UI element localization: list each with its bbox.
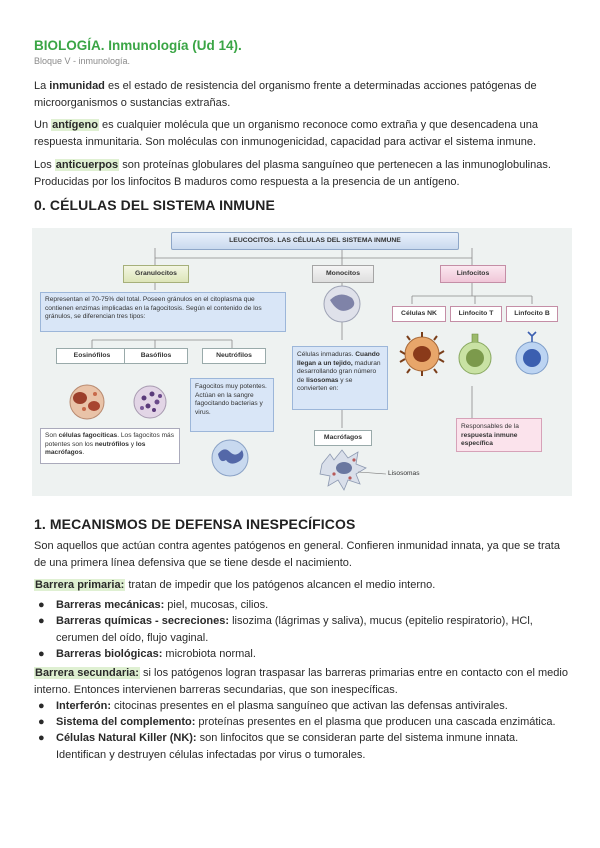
neutrofilos-box: Neutrófilos bbox=[202, 348, 266, 364]
paragraph-antigeno: Un antígeno es cualquier molécula que un organismo reconoce como extraña y que desencadena una respuesta inmunitaria. Son moléculas con inmunogenicidad, capacidad para activar el sistema inmune. bbox=[34, 119, 539, 148]
fagocitos-description: Son células fagocíticas. Los fagocitos más potentes son los neutrófilos y los macrófagos. bbox=[40, 428, 180, 464]
list-item: ● Interferón: citocinas presentes en el plasma sanguíneo que activan las defensas antivirales. bbox=[56, 698, 561, 715]
granulocitos-box: Granulocitos bbox=[123, 265, 189, 283]
section-heading-1: 1. MECANISMOS DE DEFENSA INESPECÍFICOS bbox=[34, 516, 356, 532]
respuesta-especifica-description: Responsables de la respuesta inmune específica bbox=[456, 418, 542, 452]
linfocito-t-cell-icon bbox=[459, 334, 491, 374]
monocitos-box: Monocitos bbox=[312, 265, 374, 283]
macrofagos-box: Macrófagos bbox=[314, 430, 372, 446]
paragraph-inmunidad: La inmunidad es el estado de resistencia del organismo frente a determinadas acciones patógenas de microorganismos o sustancias extrañas. bbox=[34, 80, 537, 109]
list-item: ● Barreras químicas - secreciones: lisozima (lágrimas y saliva), mucus (epitelio respiratorio), HCl, cerumen del oído, flujo vaginal. bbox=[38, 615, 533, 644]
linfocitos-box: Linfocitos bbox=[440, 265, 506, 283]
macrofago-cell-icon bbox=[320, 450, 366, 490]
linfocito-b-cell-icon bbox=[516, 332, 548, 374]
section1-intro: Son aquellos que actúan contra agentes patógenos en general. Confieren inmunidad innata, ya que se trata de una primera línea defensiva que se tiene desde el nacimiento. bbox=[34, 540, 560, 569]
basofilos-box: Basófilos bbox=[124, 348, 188, 364]
nk-box: Células NK bbox=[392, 306, 446, 322]
term-inmunidad: inmunidad bbox=[49, 80, 105, 92]
page-subtitle: Bloque V - inmunología. bbox=[34, 56, 131, 66]
monocito-cell-icon bbox=[324, 286, 360, 322]
paragraph-anticuerpos: Los anticuerpos son proteínas globulares del plasma sanguíneo que pertenecen a las inmunoglobulinas. Producidas por los linfocitos B maduros como respuesta a la presencia de un antígeno. bbox=[34, 159, 551, 188]
bullet-icon: ● bbox=[38, 648, 45, 660]
eosinofilos-box: Eosinófilos bbox=[56, 348, 128, 364]
list-item: ● Células Natural Killer (NK): son linfocitos que se consideran parte del sistema inmune innata. Identifican y destruyen células infectadas por virus o tumorales. bbox=[38, 732, 519, 761]
page-title: BIOLOGÍA. Inmunología (Ud 14). bbox=[34, 38, 242, 53]
neutrofilos-description: Fagocitos muy potentes. Actúan en la sangre fagocitando bacterias y virus. bbox=[190, 378, 274, 432]
list-item: ● Barreras biológicas: microbiota normal. bbox=[56, 646, 561, 663]
term-antigeno: antígeno bbox=[52, 119, 98, 131]
neutrofilo-cell-icon bbox=[212, 440, 248, 476]
list-item: ● Barreras mecánicas: piel, mucosas, cilios. bbox=[56, 597, 561, 614]
basofilo-cell-icon bbox=[134, 386, 166, 418]
lisosomas-label: Lisosomas bbox=[388, 470, 420, 477]
list-item: ● Sistema del complemento: proteínas presentes en el plasma que producen una cascada enzimática. bbox=[56, 714, 561, 731]
section-heading-0: 0. CÉLULAS DEL SISTEMA INMUNE bbox=[34, 197, 275, 213]
term-anticuerpos: anticuerpos bbox=[55, 159, 119, 171]
bullet-icon: ● bbox=[38, 716, 45, 728]
bullet-icon: ● bbox=[38, 732, 45, 744]
nk-cell-icon bbox=[400, 332, 444, 376]
bullet-icon: ● bbox=[38, 700, 45, 712]
barrera-primaria: Barrera primaria: tratan de impedir que los patógenos alcancen el medio interno. bbox=[35, 579, 436, 591]
diagram-main-title: LEUCOCITOS. LAS CÉLULAS DEL SISTEMA INMUNE bbox=[229, 237, 401, 244]
eosinofilo-cell-icon bbox=[70, 385, 104, 419]
barrera-secundaria: Barrera secundaria: si los patógenos logran traspasar las barreras primarias entre en contacto con el medio interno. Entonces intervienen barreras secundarias, que son inespecíficas. bbox=[34, 667, 568, 696]
monocitos-description: Células inmaduras. Cuando llegan a un tejido, maduran desarrollando gran número de lisosomas y se convierten en: bbox=[292, 346, 388, 410]
granulocitos-description: Representan el 70-75% del total. Poseen gránulos en el citoplasma que contienen enzimas implicadas en la fagocitosis. Según el contenido de los gránulos, se diferencian tres tipos: bbox=[40, 292, 286, 332]
bullet-icon: ● bbox=[38, 599, 45, 611]
linfocito-t-box: Linfocito T bbox=[450, 306, 502, 322]
term-barrera-primaria: Barrera primaria: bbox=[35, 579, 125, 591]
term-barrera-secundaria: Barrera secundaria: bbox=[35, 667, 139, 679]
leukocytes-diagram bbox=[32, 228, 572, 496]
bullet-icon: ● bbox=[38, 615, 45, 627]
linfocito-b-box: Linfocito B bbox=[506, 306, 558, 322]
